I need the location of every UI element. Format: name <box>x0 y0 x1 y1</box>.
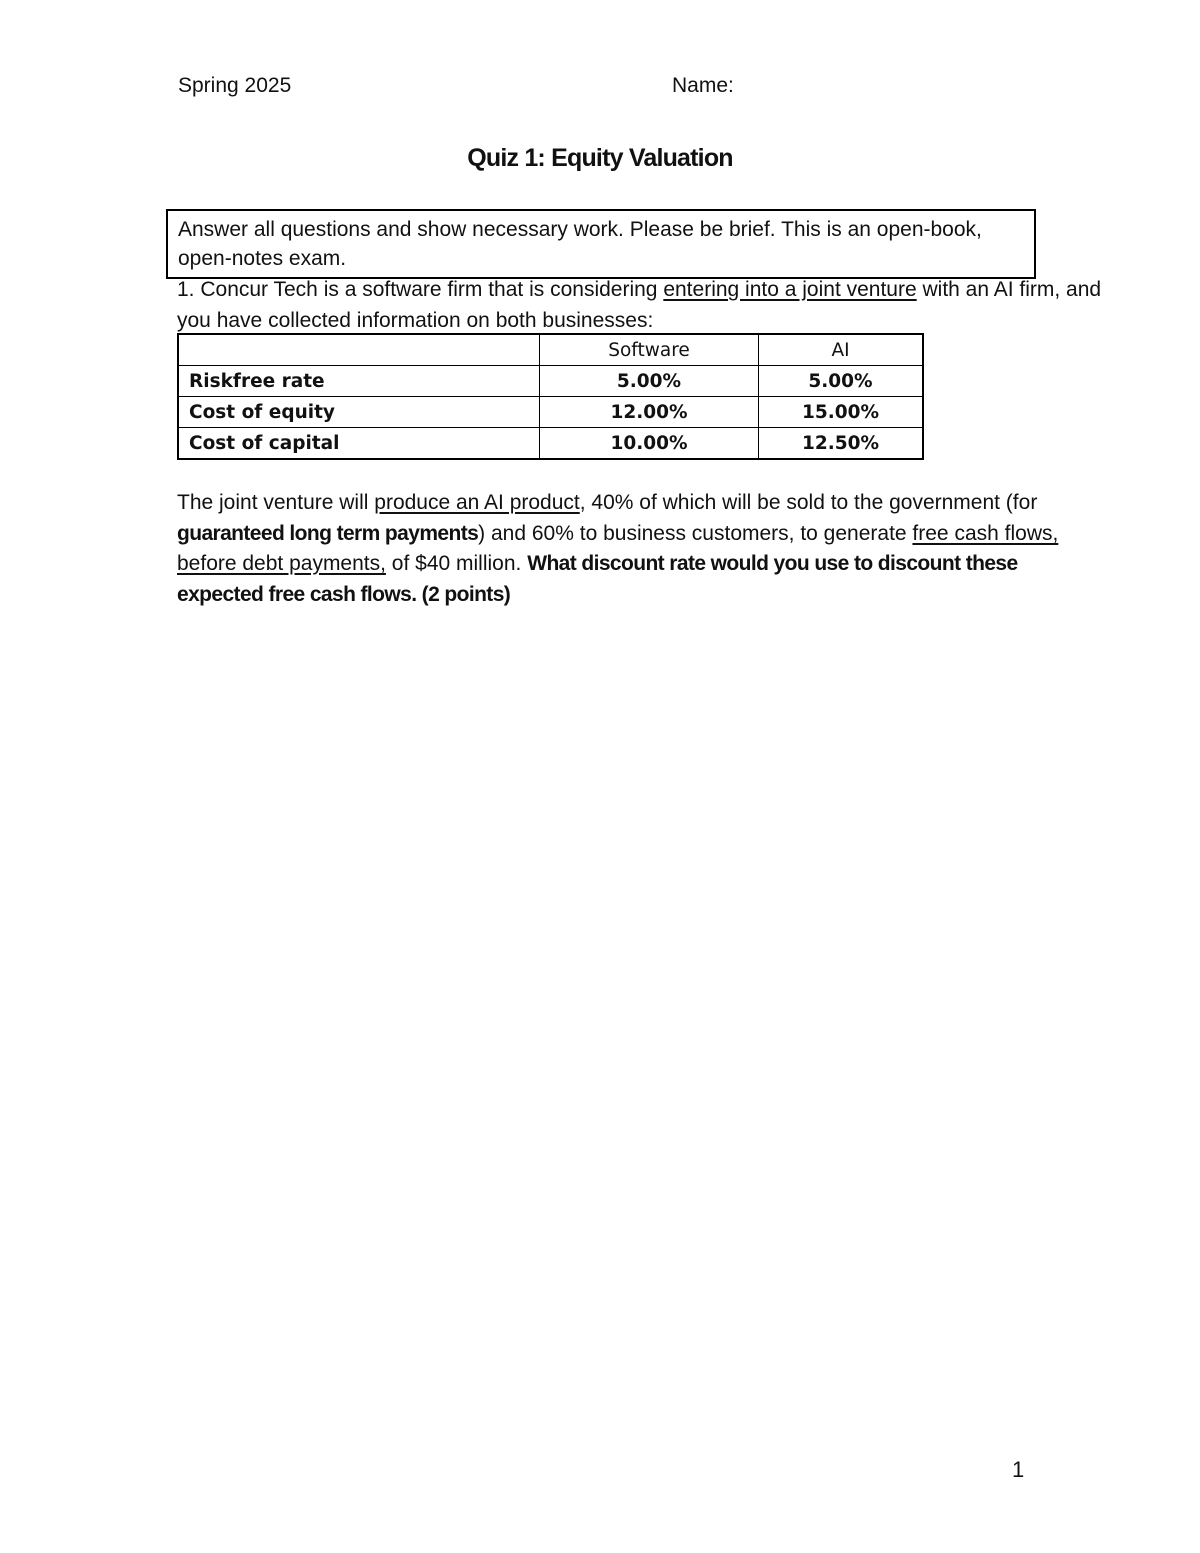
cell-software: 10.00% <box>540 428 759 460</box>
table-header-row <box>178 334 923 366</box>
cell-software: 12.00% <box>540 397 759 428</box>
question-1-body <box>177 488 1107 610</box>
page-number: 1 <box>1012 1457 1025 1482</box>
cell-ai: 5.00% <box>759 366 924 397</box>
table-row <box>178 366 923 397</box>
rates-table <box>177 333 924 460</box>
row-label: Cost of equity <box>178 397 540 428</box>
q1-body-underline-1: produce an AI product <box>374 491 580 514</box>
table-row <box>178 397 923 428</box>
cell-ai: 12.50% <box>759 428 924 460</box>
instructions-text: Answer all questions and show necessary work. Please be brief. This is an open-book, open-notes exam. <box>178 218 982 270</box>
q1-body-underline-2: free cash flows, before debt payments, <box>177 521 1059 575</box>
question-1-intro <box>177 275 1107 336</box>
cell-software: 5.00% <box>540 366 759 397</box>
q1-intro-text: 1. Concur Tech is a software firm that is considering <box>177 278 664 301</box>
table-header-ai: AI <box>759 334 924 366</box>
q1-body-bold-question: What discount rate would you use to discount these expected free cash flows. (2 points) <box>177 552 1018 606</box>
quiz-title: Quiz 1: Equity Valuation <box>467 144 733 172</box>
term-label: Spring 2025 <box>178 74 292 97</box>
q1-intro-text-2: with an AI firm, and you have collected information on both businesses: <box>177 278 1102 332</box>
row-label: Riskfree rate <box>178 366 540 397</box>
cell-ai: 15.00% <box>759 397 924 428</box>
table-header-software: Software <box>540 334 759 366</box>
q1-body-text-1: The joint venture will <box>177 491 375 514</box>
name-label: Name: <box>672 74 734 97</box>
q1-body-text-4: of $40 million. <box>385 552 528 575</box>
table-header-blank <box>178 334 540 366</box>
q1-body-text-3: ) and 60% to business customers, to generate <box>478 521 913 545</box>
q1-body-bold-1: guaranteed long term payments <box>177 521 479 545</box>
row-label: Cost of capital <box>178 428 540 460</box>
instructions-box <box>166 209 1036 279</box>
q1-body-text-2: , 40% of which will be sold to the government (for <box>579 491 1038 514</box>
q1-intro-underline: entering into a joint venture <box>663 278 917 301</box>
table-row <box>178 428 923 460</box>
